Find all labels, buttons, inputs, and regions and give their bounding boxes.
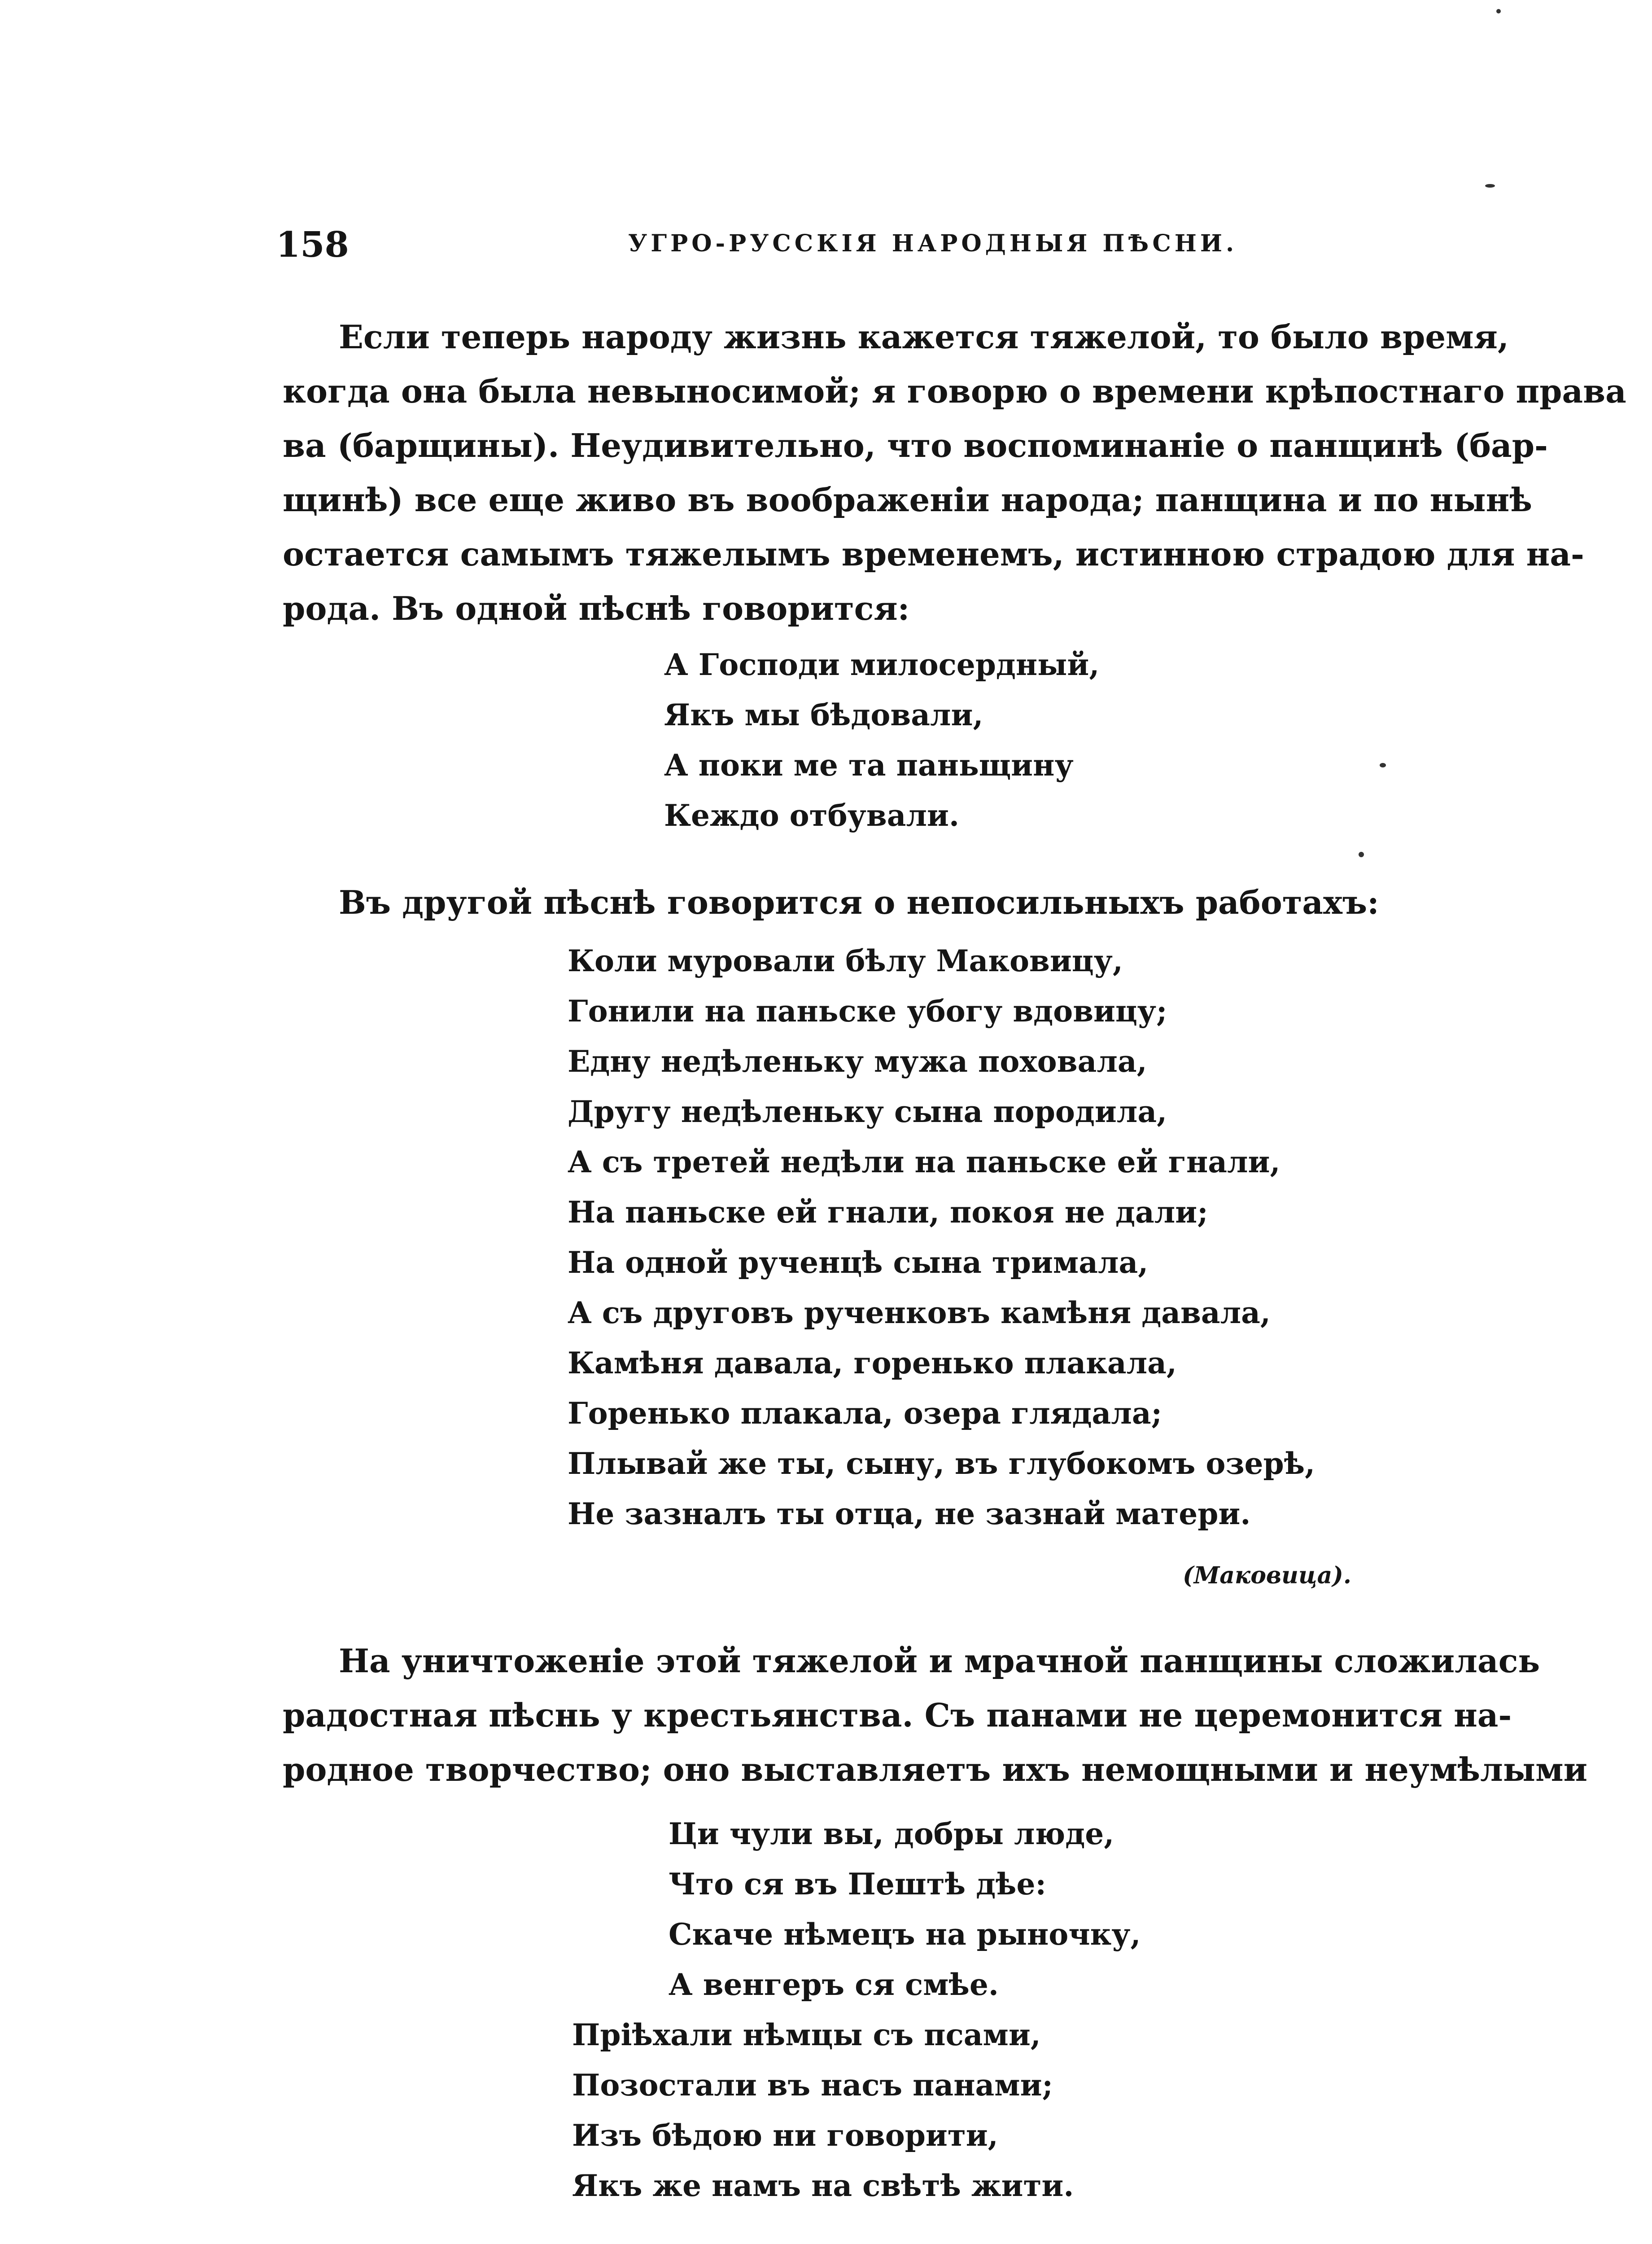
page-number: 158: [276, 224, 349, 265]
verse-line: А съ друговъ рученковъ камѣня давала,: [568, 1295, 1271, 1330]
verse-line: Что ся въ Пештѣ дѣе:: [669, 1867, 1046, 1902]
verse-line: А Господи милосердный,: [664, 647, 1100, 682]
verse-line: Скаче нѣмецъ на рыночку,: [669, 1917, 1141, 1952]
paragraph-1: [283, 310, 1626, 636]
paragraph-line: родное творчество; оно выставляетъ ихъ немощными и неумѣлыми: [283, 1750, 1588, 1788]
verse-line: Плывай же ты, сыну, въ глубокомъ озерѣ,: [568, 1446, 1315, 1481]
verse-line: Другу недѣленьку сына породила,: [568, 1094, 1167, 1129]
paragraph-line: Въ другой пѣснѣ говорится о непосильныхъ работахъ:: [339, 883, 1379, 921]
verse-line: Горенько плакала, озера глядала;: [568, 1396, 1162, 1431]
paragraph-line: щинѣ) все еще живо въ воображеніи народа; панщина и по нынѣ: [283, 481, 1533, 519]
verse-line: Камѣня давала, горенько плакала,: [568, 1346, 1177, 1381]
paragraph-3: [283, 1634, 1588, 1797]
paragraph-line: На уничтоженіе этой тяжелой и мрачной панщины сложилась: [339, 1642, 1540, 1680]
scan-speck: [1380, 763, 1386, 767]
page-header: [276, 224, 1447, 274]
verse-line: Гонили на паньске убогу вдовицу;: [568, 994, 1167, 1029]
verse-line: На одной рученцѣ сына тримала,: [568, 1245, 1149, 1280]
verse-line: Ци чули вы, добры люде,: [669, 1816, 1114, 1851]
verse-3: [572, 1809, 1141, 2211]
verse-2: [568, 936, 1315, 1539]
verse-line: А съ третей недѣли на паньске ей гнали,: [568, 1144, 1281, 1179]
paragraph-line: рода. Въ одной пѣснѣ говорится:: [283, 589, 910, 627]
verse-source: (Маковица).: [1183, 1562, 1351, 1589]
verse-line: Позостали въ насъ панами;: [572, 2068, 1053, 2103]
paragraph-line: когда она была невыносимой; я говорю о времени крѣпостнаго права: [283, 372, 1626, 410]
verse-line: Не зазналъ ты отца, не зазнай матери.: [568, 1496, 1251, 1531]
paragraph-line: Если теперь народу жизнь кажется тяжелой, то было время,: [339, 318, 1509, 356]
paragraph-line: ва (барщины). Неудивительно, что воспоминаніе о панщинѣ (бар-: [283, 426, 1548, 465]
verse-1: [664, 640, 1099, 841]
paragraph-line: радостная пѣснь у крестьянства. Съ панами не церемонится на-: [283, 1696, 1512, 1734]
verse-line: Изъ бѣдою ни говорити,: [572, 2118, 998, 2153]
scan-speck: [1359, 852, 1364, 857]
paragraph-line: остается самымъ тяжелымъ временемъ, истинною страдою для на-: [283, 535, 1584, 573]
scan-speck: [1496, 9, 1501, 13]
verse-line: А венгеръ ся смѣе.: [669, 1967, 999, 2002]
verse-line: Едну недѣленьку мужа поховала,: [568, 1044, 1147, 1079]
paragraph-2: [283, 875, 1447, 929]
running-title: УГРО-РУССКІЯ НАРОДНЫЯ ПѢСНИ.: [628, 230, 1238, 257]
verse-line: А поки ме та паньщину: [664, 748, 1074, 783]
verse-line: На паньске ей гнали, покоя не дали;: [568, 1195, 1208, 1230]
verse-line: Кеждо отбували.: [664, 798, 959, 833]
verse-line: Пріѣхали нѣмцы съ псами,: [572, 2017, 1041, 2052]
verse-line: Коли муровали бѣлу Маковицу,: [568, 943, 1123, 978]
verse-line: Якъ же намъ на свѣтѣ жити.: [572, 2168, 1074, 2203]
verse-line: Якъ мы бѣдовали,: [664, 697, 983, 732]
scan-speck: [1485, 184, 1495, 188]
